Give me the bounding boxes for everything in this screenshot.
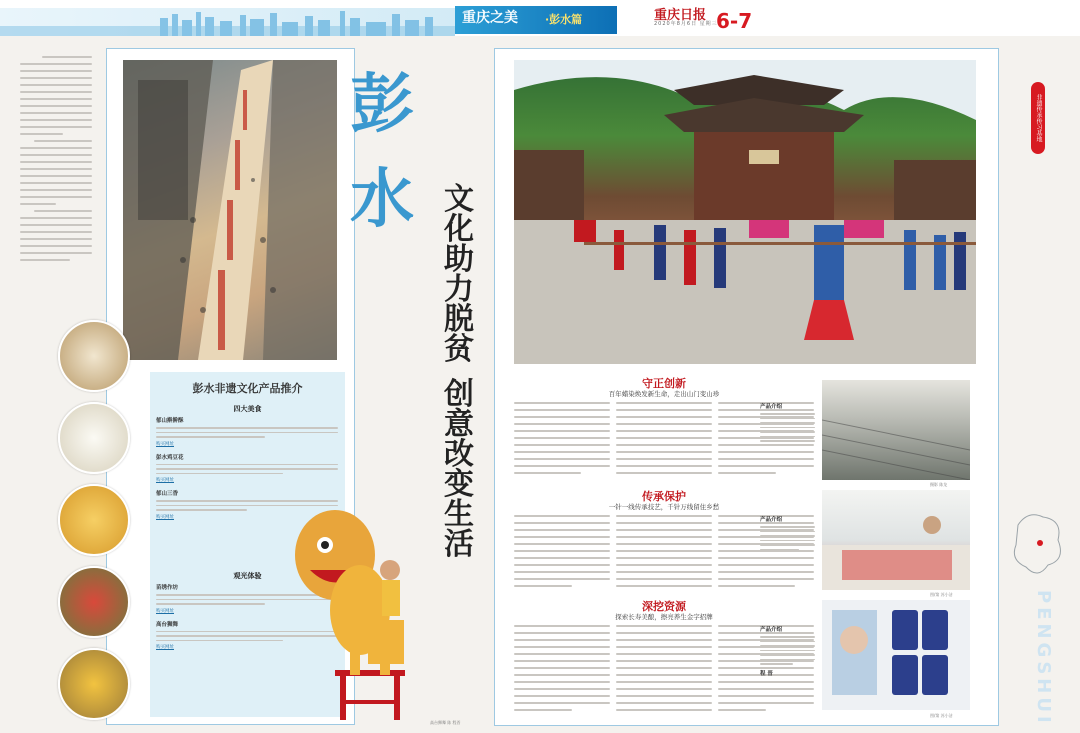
liquor-cans-photo (822, 600, 970, 710)
food-thumbnail-3 (58, 484, 130, 556)
section-subheading-3: 探索长寿美酿，擦亮养生金字招牌 (615, 613, 713, 621)
feature-title-big (350, 67, 430, 237)
issue-date: 2020年8月6日 星期三 (654, 21, 718, 27)
section-subheading-1: 百年蜡染焕发新生命，走出山门变山珍 (608, 390, 720, 398)
product-intro-label: 产品介绍 (760, 517, 783, 523)
culture-thumbnail-4 (58, 566, 130, 638)
product-intro-label: 产品介绍 (760, 404, 783, 410)
headline-col-1: 文 化 助 力 脱 贫 (444, 182, 474, 367)
left-text-column (20, 56, 92, 266)
section-heading-3: 深挖资源 (642, 600, 686, 613)
pengshui-side-label: PENGSHUI (1033, 590, 1054, 727)
section-subheading-2: 一针一线传承技艺，千针万线留住乡愁 (608, 503, 720, 511)
product-link[interactable]: 购买网址 (156, 441, 174, 447)
section-subtitle: ·彭水篇 (545, 13, 583, 26)
byline: 程 晋 (760, 670, 773, 677)
product-intro-label: 产品介绍 (760, 627, 783, 633)
product-name: 郁山三香 (156, 491, 179, 497)
product-link[interactable]: 购买网址 (156, 514, 174, 520)
embroidery-photo (822, 490, 970, 590)
product-name: 郁山擀擀酥 (156, 418, 184, 424)
batik-workshop-photo (822, 380, 970, 480)
product-name: 苗绣作坊 (156, 585, 179, 591)
food-thumbnail-1 (58, 320, 130, 392)
product-link[interactable]: 购买网址 (156, 645, 174, 650)
heritage-base-tag: 非遗传承传习基地 (1031, 82, 1045, 154)
product-intro-column-2 (760, 515, 815, 553)
section-heading-2: 传承保护 (642, 490, 686, 503)
product-section-heading-2: 观光体验 (233, 572, 262, 580)
lion-dance-figure (290, 500, 430, 722)
long-table-feast-photo (123, 60, 337, 360)
product-intro-column-3 (760, 625, 815, 677)
section-heading-1: 守正创新 (642, 377, 686, 390)
headline-col-2: 创 意 改 变 生 活 (444, 377, 474, 562)
side-photo-caption-3: 图/第 苏小洁 (930, 713, 953, 718)
skyline-graphic (0, 8, 455, 36)
title-char-1: 彭 (350, 67, 414, 142)
product-section-heading-1: 四大美食 (233, 405, 262, 413)
section-title: 重庆之美 (462, 10, 518, 26)
product-name: 高台狮舞 (156, 621, 179, 628)
wedding-procession-photo (514, 60, 976, 364)
product-intro-column (760, 402, 815, 449)
page-numbers: 6-7 (716, 9, 753, 33)
newspaper-name: 重庆日报 (654, 8, 707, 23)
culture-thumbnail-5 (58, 648, 130, 720)
product-name: 彭水鸡豆花 (156, 454, 184, 461)
title-char-2: 水 (350, 162, 414, 237)
side-photo-caption-2: 图/第 苏小洁 (930, 592, 953, 597)
product-box-title: 彭水非遗文化产品推介 (192, 382, 303, 395)
product-link[interactable]: 购买网址 (156, 608, 174, 614)
region-map-outline (1008, 505, 1068, 580)
product-link[interactable]: 购买网址 (156, 478, 174, 483)
food-thumbnail-2 (58, 402, 130, 474)
photo-caption-left: 高台狮舞 陈 程晋 (430, 720, 461, 725)
side-photo-caption-1: 摄影 陈龙 (930, 482, 948, 487)
